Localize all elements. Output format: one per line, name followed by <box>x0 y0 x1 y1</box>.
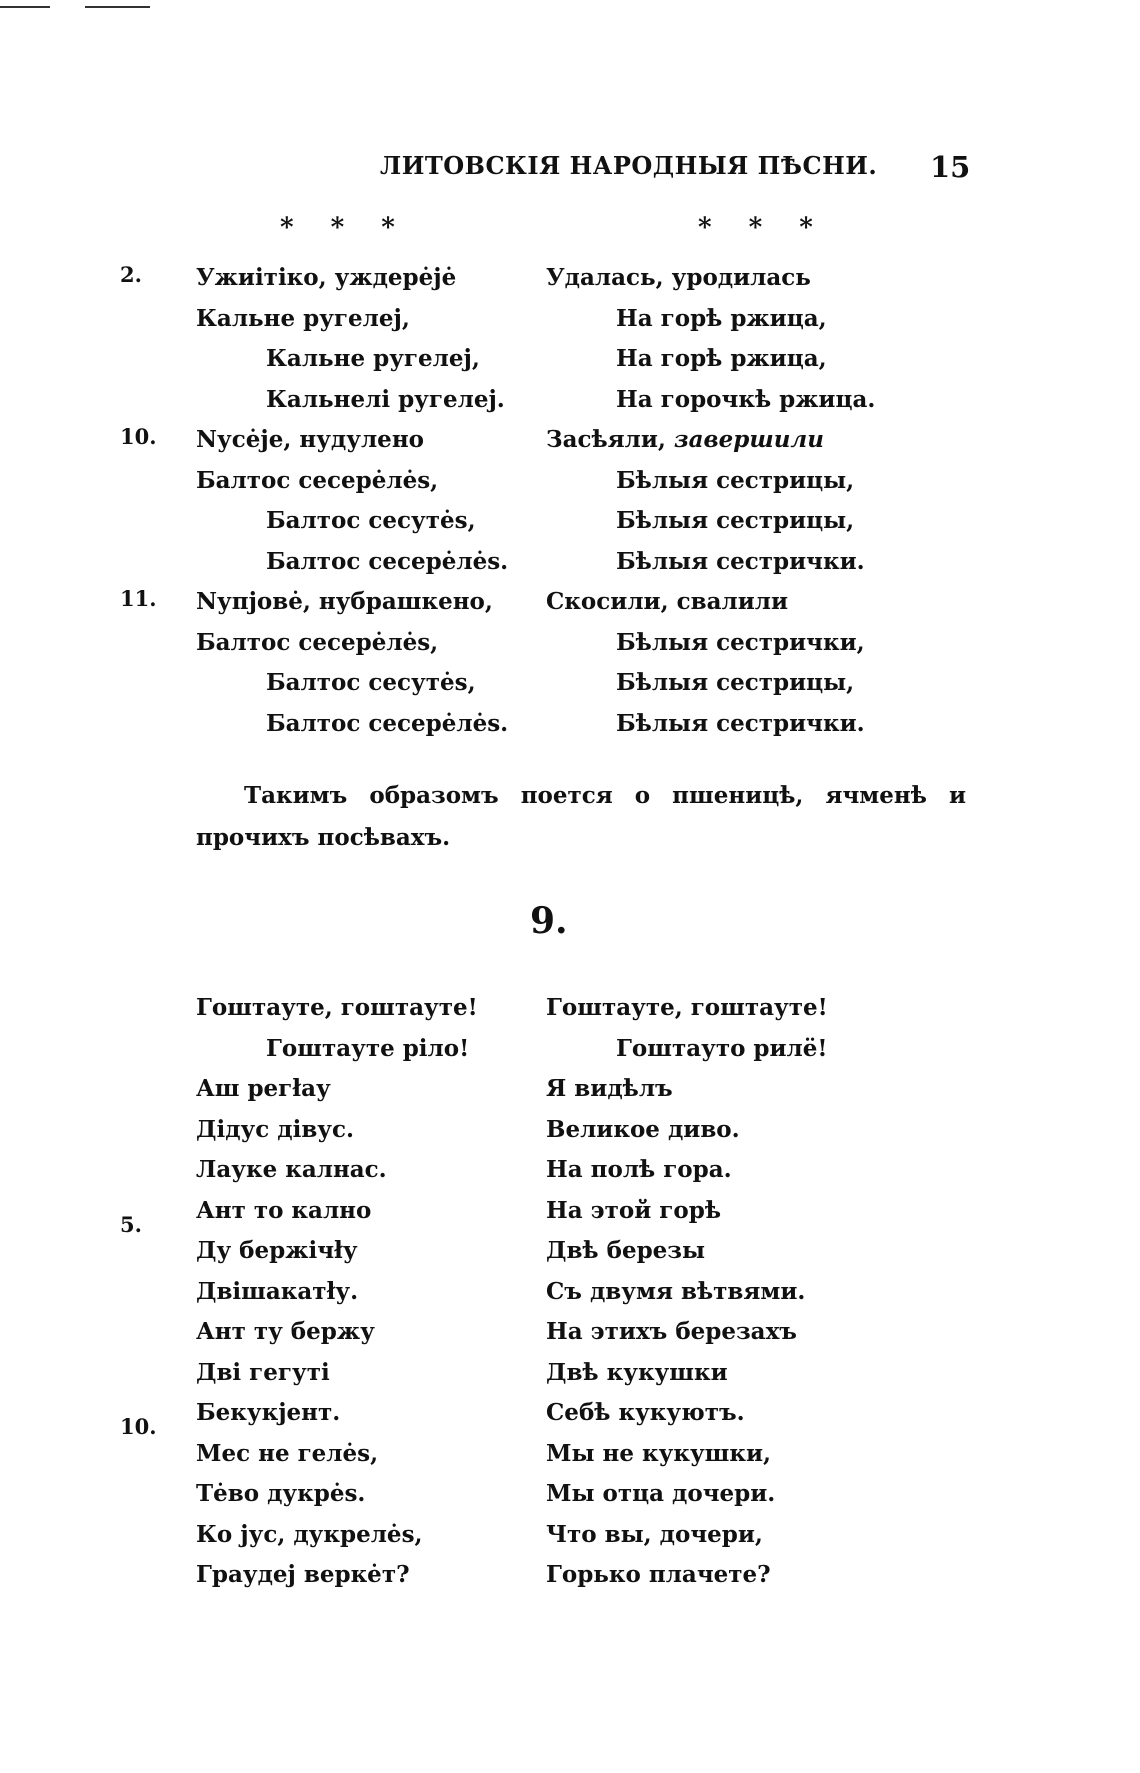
line-number: 2. <box>120 262 142 287</box>
verse-line: Бекукjент. <box>196 1399 341 1426</box>
verse-line: На горѣ ржица, <box>616 304 827 332</box>
verse-line: Двѣ березы <box>546 1237 706 1264</box>
verse-line: Гоштауто рилё! <box>616 1034 828 1062</box>
verse-line: Бѣлыя сестрички. <box>616 709 865 737</box>
stars-right: * * * <box>698 213 827 243</box>
verse-line: Бѣлыя сестрицы, <box>616 669 855 696</box>
verse-line: Я видѣлъ <box>546 1075 673 1102</box>
verse-line: Себѣ кукуютъ. <box>546 1399 745 1426</box>
verse-line: Балтос сесутės, <box>266 507 476 534</box>
section-number: 9. <box>530 900 568 942</box>
verse-line: Мы отца дочери. <box>546 1480 776 1507</box>
verse-line: Удалась, уродилась <box>546 264 811 291</box>
verse-line: Кaльнелі ругелеj. <box>266 385 505 413</box>
paragraph-text: Такимъ образомъ поется о пшеницѣ, ячменѣ и прочихъ посѣвахъ. <box>196 782 966 851</box>
verse-line: Съ двумя вѣтвями. <box>546 1277 806 1305</box>
verse-line: Гоштауте, гоштауте! <box>196 994 478 1021</box>
verse-line: Бѣлыя сестрицы, <box>616 507 855 534</box>
verse-line: Балтос сесерėлės. <box>266 709 509 737</box>
verse-line: Ужиітіко, уждерėjė <box>196 264 457 291</box>
verse-line: Ко jус, дукрелės, <box>196 1520 423 1548</box>
stars-left: * * * <box>280 213 409 243</box>
line-number: 10. <box>120 424 157 449</box>
verse-line: Лауке калнас. <box>196 1156 387 1183</box>
verse-line: На горѣ ржица, <box>616 345 827 372</box>
italic-word: завершили <box>673 426 824 453</box>
verse-line: Балтос сесутės, <box>266 669 476 696</box>
page-edge-rule <box>85 6 150 8</box>
verse-line: На горочкѣ ржица. <box>616 385 876 413</box>
verse-line: Бѣлыя сестрицы, <box>616 466 855 494</box>
verse-line: Ант ту беpжу <box>196 1318 375 1345</box>
verse-line: Аш регłау <box>196 1075 331 1102</box>
line-number: 11. <box>120 586 157 611</box>
verse-line: Ду бержічłу <box>196 1237 358 1264</box>
verse-line: Дідус дівус. <box>196 1115 355 1143</box>
page-edge-rule <box>0 6 50 8</box>
running-header: ЛИТОВСКІЯ НАРОДНЫЯ ПѢСНИ. <box>380 151 878 180</box>
verse-line: Бѣлыя сестрички. <box>616 547 865 575</box>
page-number: 15 <box>930 150 971 184</box>
verse-line: Ант то кално <box>196 1196 372 1224</box>
verse-line: Nусėjе, нудулено <box>196 426 424 453</box>
song8-lithuanian <box>196 258 508 744</box>
verse-line: На этой горѣ <box>546 1196 721 1224</box>
verse-line: Nупjовė, нубрашкено, <box>196 588 493 615</box>
verse-line: Гоштауте, гоштауте! <box>546 994 828 1021</box>
song9-russian <box>546 988 828 1596</box>
verse-line: Балтос сесерėлės, <box>196 628 439 656</box>
verse-line: Что вы, дочери, <box>546 1520 763 1548</box>
verse-line: Балтос сесерėлės, <box>196 466 439 494</box>
line-number: 5. <box>120 1212 142 1237</box>
verse-line: Скосили, свалили <box>546 588 789 615</box>
verse-line: Бѣлыя сестрички, <box>616 628 865 656</box>
verse-line: На этихъ березахъ <box>546 1318 797 1345</box>
verse-line: Двішакатłу. <box>196 1277 359 1305</box>
verse-line: Двѣ кукушки <box>546 1358 728 1386</box>
verse-line: Горько плачете? <box>546 1561 771 1588</box>
line-number: 10. <box>120 1414 157 1439</box>
song9-lithuanian <box>196 988 478 1596</box>
verse-line: Тėво дукрės. <box>196 1480 366 1507</box>
verse-line: Великое диво. <box>546 1115 740 1143</box>
verse-line: Дві гегуті <box>196 1358 330 1386</box>
verse-line: На полѣ гора. <box>546 1156 732 1183</box>
verse-line: Мес не гелės, <box>196 1439 379 1467</box>
verse-line <box>546 420 875 461</box>
song8-russian <box>546 258 875 744</box>
verse-line: Гоштауте ріло! <box>266 1034 470 1062</box>
verse-line: Кaльне ругелеj, <box>196 304 410 332</box>
verse-line: Балтос сесерėлės. <box>266 547 509 575</box>
verse-line: Кaльне ругелеj, <box>266 345 480 372</box>
verse-line: Граудеj веркėт? <box>196 1561 410 1588</box>
prose-paragraph <box>196 775 966 859</box>
verse-line: Мы не кукушки, <box>546 1439 772 1467</box>
verse-text: Засѣяли, <box>546 426 674 453</box>
